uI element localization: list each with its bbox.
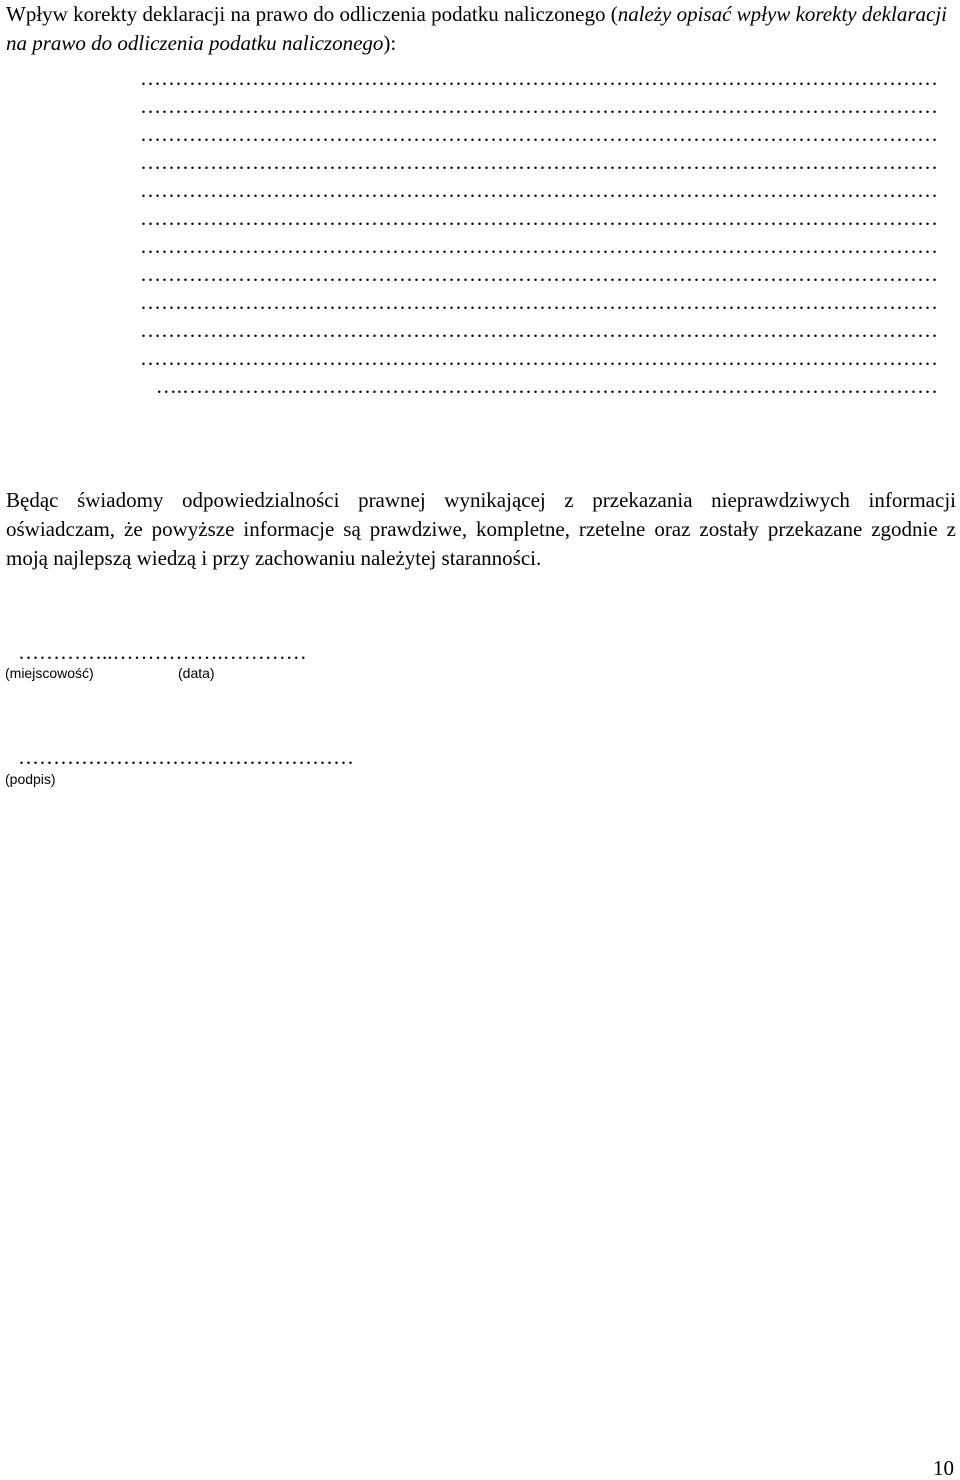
heading-text-start: Wpływ korekty deklaracji na prawo do odliczenia podatku naliczonego ( (6, 2, 618, 26)
declaration-statement: Będąc świadomy odpowiedzialności prawnej wynikającej z przekazania nieprawdziwych informacji oświadczam, że powyższe informacje są prawdziwe, kompletne, rzetelne oraz zostały przekazane zgodnie z moją najlepszą wiedzą i przy zachowaniu należytej staranności. (6, 488, 956, 570)
signature-label: (podpis) (5, 771, 56, 787)
page-number: 10 (933, 1456, 954, 1480)
place-label: (miejscowość) (5, 665, 94, 681)
heading-instruction: należy opisać wpływ korekty deklaracji na prawo do odliczenia podatku naliczonego (6, 2, 947, 55)
dotted-line[interactable]: …………………………………………………………………………………………………… (140, 150, 938, 174)
date-label: (data) (178, 665, 215, 681)
dotted-line[interactable]: …………………………………………………………………………………………………… (140, 122, 938, 146)
section-heading (6, 0, 958, 58)
dotted-line[interactable]: …………………………………………………………………………………………………… (140, 206, 938, 230)
answer-field[interactable] (8, 64, 938, 400)
signature-field[interactable]: ………………………………………… (18, 745, 354, 769)
dotted-line[interactable]: …………………………………………………………………………………………………… (140, 234, 938, 258)
dotted-line[interactable]: …………………………………………………………………………………………………… (140, 262, 938, 286)
place-date-field[interactable]: …………..…………….………… (18, 640, 307, 664)
dotted-line[interactable]: …………………………………………………………………………………………………… (140, 346, 938, 370)
dotted-line[interactable]: …………………………………………………………………………………………………… (140, 290, 938, 314)
heading-text-end: ): (383, 31, 397, 55)
dotted-line[interactable]: …………………………………………………………………………………………………… (140, 318, 938, 342)
dotted-line[interactable]: …………………………………………………………………………………………………… (140, 66, 938, 90)
dotted-line[interactable]: ….……………………………………………………………………………………………… (155, 374, 938, 398)
dotted-line[interactable]: …………………………………………………………………………………………………… (140, 94, 938, 118)
dotted-line[interactable]: …………………………………………………………………………………………………… (140, 178, 938, 202)
